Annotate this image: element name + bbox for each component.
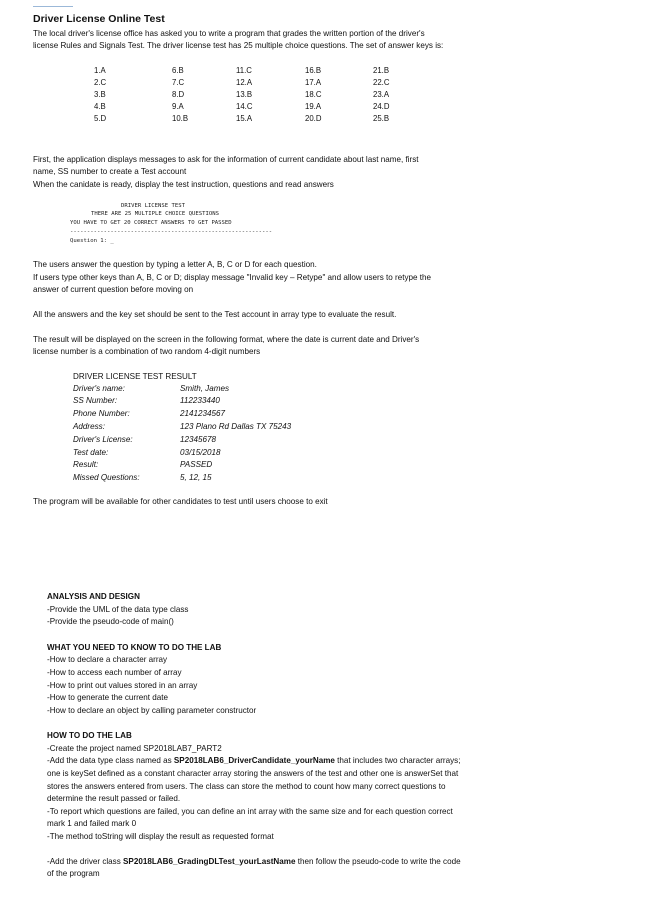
answer-key: 9.A	[172, 102, 184, 111]
document-title: Driver License Online Test	[33, 13, 165, 25]
answer-key: 25.B	[373, 114, 390, 123]
answer-key: 5.D	[94, 114, 107, 123]
result-label: Driver's License:	[73, 435, 133, 444]
know-item: -How to declare an object by calling parameter constructor	[47, 706, 257, 715]
result-label: SS Number:	[73, 396, 118, 405]
result-value: 03/15/2018	[180, 448, 221, 457]
answer-key: 22.C	[373, 78, 390, 87]
paragraph-all: All the answers and the key set should be sent to the Test account in array type to evaluate the result.	[33, 310, 397, 319]
result-label: Result:	[73, 460, 99, 469]
answer-key: 1.A	[94, 66, 106, 75]
driver-line-post: then follow the pseudo-code to write the code	[295, 857, 461, 866]
console-line-1: DRIVER LICENSE TEST	[121, 203, 185, 209]
howto-line-post: that includes two character arrays;	[334, 756, 461, 765]
answer-key: 4.B	[94, 102, 106, 111]
howto-line	[47, 856, 461, 868]
howto-line: stores the answers entered from users. The class can store the method to count how many correct questions to	[47, 782, 446, 791]
console-line-2: THERE ARE 25 MULTIPLE CHOICE QUESTIONS	[91, 211, 219, 217]
answer-key: 7.C	[172, 78, 185, 87]
result-value: Smith, James	[180, 384, 230, 393]
howto-line: -The method toString will display the result as requested format	[47, 832, 274, 841]
intro-line-1: The local driver's license office has asked you to write a program that grades the written portion of the driver's	[33, 29, 425, 38]
answer-key: 11.C	[236, 66, 252, 75]
answer-key: 16.B	[305, 66, 322, 75]
result-value: 123 Plano Rd Dallas TX 75243	[180, 422, 292, 431]
driver-line-pre: -Add the driver class	[47, 857, 124, 866]
paragraph-first-line-1: First, the application displays messages to ask for the information of current candidate about last name, first	[33, 155, 419, 164]
answer-key: 23.A	[373, 90, 390, 99]
answer-key: 21.B	[373, 66, 390, 75]
class-name-driver: SP2018LAB6_GradingDLTest_yourLastName	[123, 857, 296, 866]
answer-key: 14.C	[236, 102, 253, 111]
howto-heading: HOW TO DO THE LAB	[47, 731, 132, 740]
answer-key: 19.A	[305, 102, 322, 111]
answer-key: 2.C	[94, 78, 107, 87]
know-item: -How to access each number of array	[47, 668, 182, 677]
paragraph-first-line-3: When the canidate is ready, display the test instruction, questions and read answers	[33, 180, 334, 189]
console-divider: ------------------------------------------------------------	[70, 229, 273, 235]
console-question: Question 1: _	[70, 238, 114, 244]
result-value: 12345678	[180, 435, 217, 444]
console-line-3: YOU HAVE TO GET 20 CORRECT ANSWERS TO GET PASSED	[70, 220, 232, 226]
howto-line: -Create the project named SP2018LAB7_PART2	[47, 744, 222, 753]
howto-line: -To report which questions are failed, you can define an int array with the same size and for each question correct	[47, 807, 453, 816]
answer-key: 12.A	[236, 78, 253, 87]
know-heading: WHAT YOU NEED TO KNOW TO DO THE LAB	[47, 643, 222, 652]
result-value: 112233440	[180, 396, 220, 405]
know-item: -How to print out values stored in an array	[47, 681, 198, 690]
answer-key: 20.D	[305, 114, 322, 123]
result-value: 5, 12, 15	[180, 473, 212, 482]
paragraph-users-line-3: answer of current question before moving on	[33, 285, 194, 294]
analysis-item: -Provide the UML of the data type class	[47, 605, 189, 614]
know-item: -How to generate the current date	[47, 693, 169, 702]
answer-key: 8.D	[172, 90, 185, 99]
result-label: Driver's name:	[73, 384, 125, 393]
answer-key: 15.A	[236, 114, 253, 123]
paragraph-available: The program will be available for other candidates to test until users choose to exit	[33, 497, 328, 506]
result-label: Phone Number:	[73, 409, 130, 418]
result-label: Address:	[73, 422, 105, 431]
answer-key: 18.C	[305, 90, 322, 99]
analysis-item: -Provide the pseudo-code of main()	[47, 617, 174, 626]
answer-key: 3.B	[94, 90, 106, 99]
class-name-datatype: SP2018LAB6_DriverCandidate_yourName	[173, 756, 335, 765]
result-heading: DRIVER LICENSE TEST RESULT	[73, 372, 197, 381]
paragraph-result-line-1: The result will be displayed on the screen in the following format, where the date is current date and Driver's	[33, 335, 420, 344]
answer-key: 24.D	[373, 102, 390, 111]
result-label: Missed Questions:	[73, 473, 140, 482]
paragraph-users-line-2: If users type other keys than A, B, C or D; display message "Invalid key – Retype" and allow users to retype the	[33, 273, 432, 282]
howto-line: of the program	[47, 869, 100, 878]
result-label: Test date:	[73, 448, 109, 457]
result-value: PASSED	[180, 460, 213, 469]
result-value: 2141234567	[180, 409, 226, 418]
answer-key: 10.B	[172, 114, 189, 123]
howto-line: determine the result passed or failed.	[47, 794, 181, 803]
know-item: -How to declare a character array	[47, 655, 168, 664]
intro-line-2: license Rules and Signals Test. The driver license test has 25 multiple choice questions. The set of answer keys is:	[33, 41, 444, 50]
howto-line	[47, 755, 460, 767]
paragraph-result-line-2: license number is a combination of two random 4-digit numbers	[33, 347, 261, 356]
paragraph-first-line-2: name, SS number to create a Test account	[33, 167, 187, 176]
howto-line: one is keySet defined as a constant character array storing the answers of the test and other one is answerSet that	[47, 769, 459, 778]
paragraph-users-line-1: The users answer the question by typing a letter A, B, C or D for each question.	[33, 260, 317, 269]
answer-key: 17.A	[305, 78, 322, 87]
howto-line: mark 1 and failed mark 0	[47, 819, 137, 828]
analysis-heading: ANALYSIS AND DESIGN	[47, 592, 140, 601]
answer-key: 6.B	[172, 66, 184, 75]
header-rule	[33, 6, 73, 7]
howto-line-pre: -Add the data type class named as	[47, 756, 174, 765]
answer-key: 13.B	[236, 90, 253, 99]
